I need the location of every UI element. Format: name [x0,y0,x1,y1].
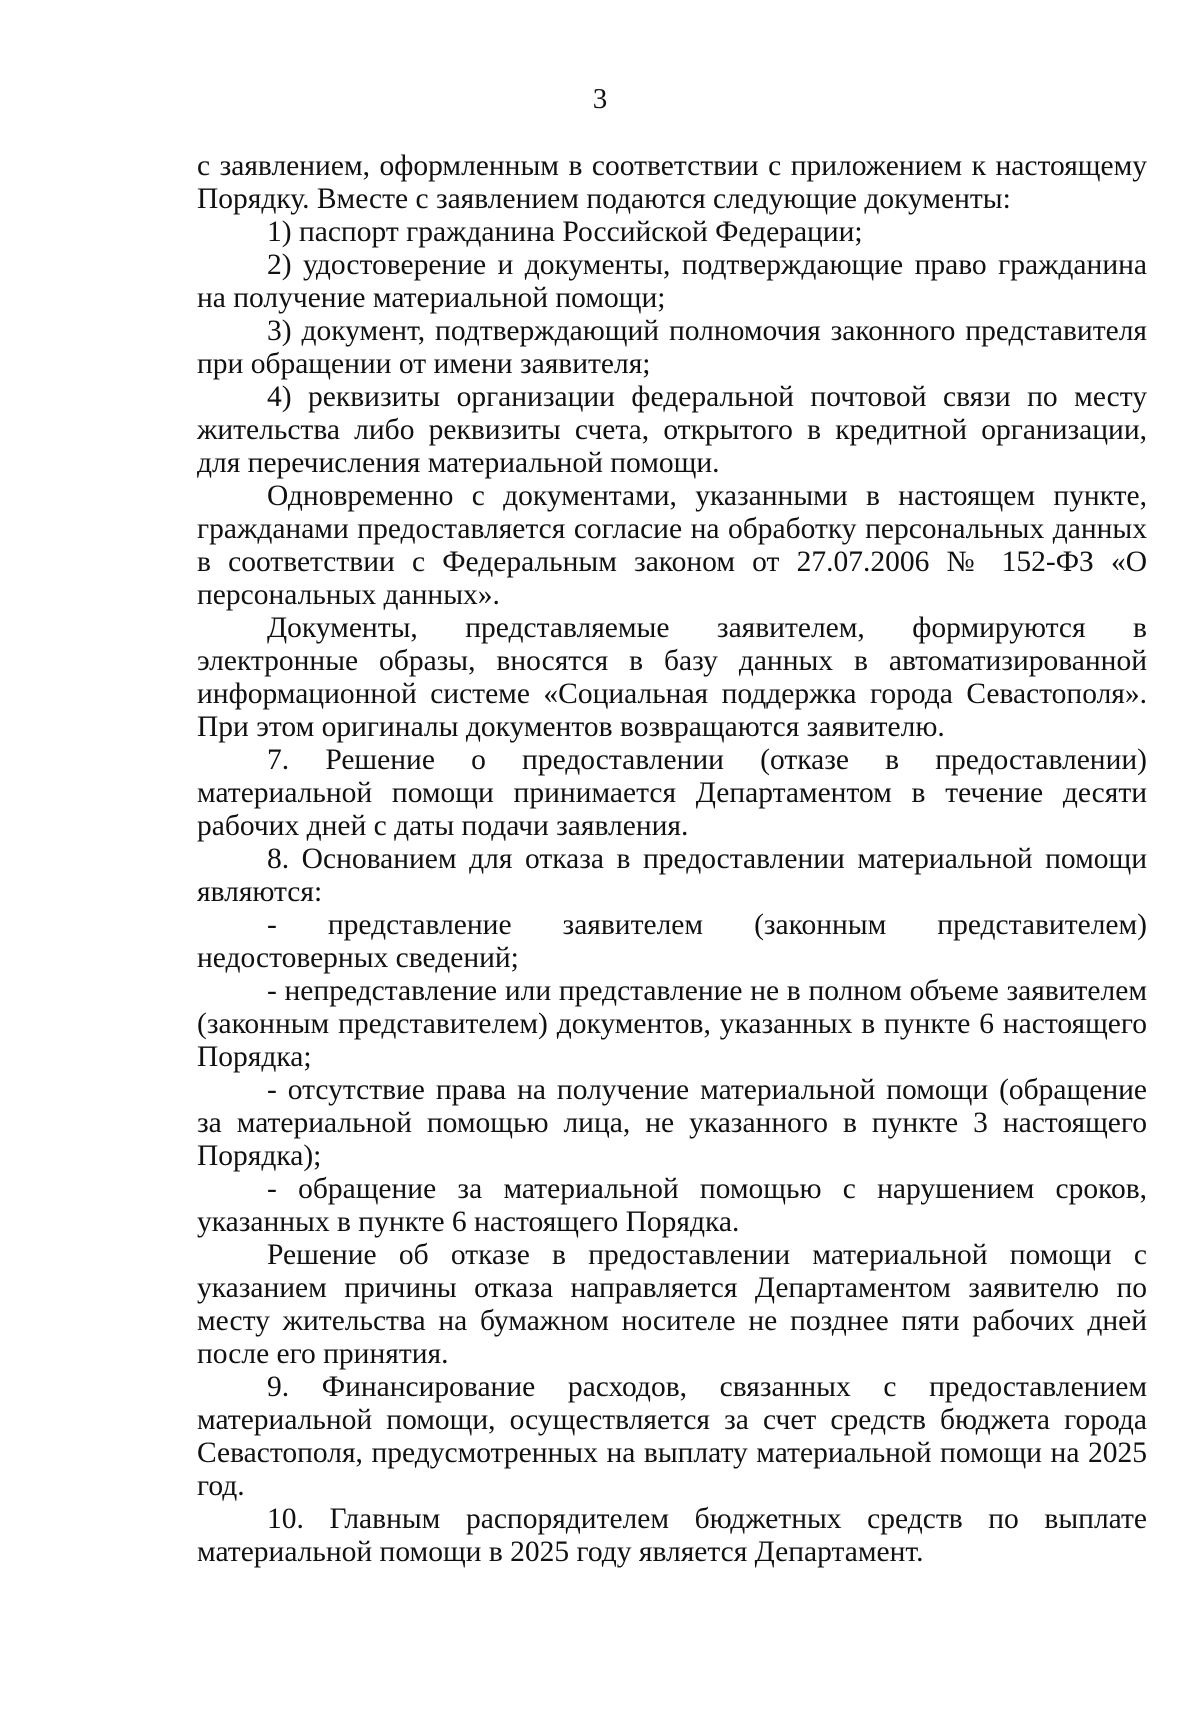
clause-7: 7. Решение о предоставлении (отказе в предоставлении) материальной помощи принимается Департаментом в течение десяти рабочих дней с даты подачи заявления. [197,744,1147,842]
paragraph-electronic-images: Документы, представляемые заявителем, формируются в электронные образы, вносятся в базу данных в автоматизированной информационной системе «Социальная поддержка города Севастополя». При этом оригиналы документов возвращаются заявителю. [197,612,1147,743]
refusal-reason-4: - обращение за материальной помощью с нарушением сроков, указанных в пункте 6 настоящего Порядка. [197,1173,1147,1238]
refusal-reason-1: - представление заявителем (законным представителем) недостоверных сведений; [197,909,1147,974]
list-item-representative-document: 3) документ, подтверждающий полномочия законного представителя при обращении от имени заявителя; [197,315,1147,380]
page-number: 3 [592,83,608,115]
paragraph-personal-data-consent: Одновременно с документами, указанными в настоящем пункте, гражданами предоставляется согласие на обработку персональных данных в соответствии с Федеральным законом от 27.07.2006 № 152-ФЗ «О персональных данных». [197,480,1147,611]
list-item-certificate: 2) удостоверение и документы, подтверждающие право гражданина на получение материальной помощи; [197,249,1147,314]
paragraph-refusal-notice: Решение об отказе в предоставлении материальной помощи с указанием причины отказа направляется Департаментом заявителю по месту жительства на бумажном носителе не позднее пяти рабочих дней после его принятия. [197,1239,1147,1370]
list-item-payment-details: 4) реквизиты организации федеральной почтовой связи по месту жительства либо реквизиты счета, открытого в кредитной организации, для перечисления материальной помощи. [197,381,1147,479]
paragraph-continuation: с заявлением, оформленным в соответствии с приложением к настоящему Порядку. Вместе с заявлением подаются следующие документы: [197,150,1147,215]
list-item-passport: 1) паспорт гражданина Российской Федерации; [267,216,863,248]
document-body [197,150,1147,1569]
refusal-reason-3: - отсутствие права на получение материальной помощи (обращение за материальной помощью лица, не указанного в пункте 3 настоящего Порядка); [197,1074,1147,1172]
clause-8: 8. Основанием для отказа в предоставлении материальной помощи являются: [197,843,1147,908]
clause-9: 9. Финансирование расходов, связанных с предоставлением материальной помощи, осуществляется за счет средств бюджета города Севастополя, предусмотренных на выплату материальной помощи на 2025 год. [197,1371,1147,1502]
refusal-reason-2: - непредставление или представление не в полном объеме заявителем (законным представителем) документов, указанных в пункте 6 настоящего Порядка; [197,975,1147,1073]
clause-10: 10. Главным распорядителем бюджетных средств по выплате материальной помощи в 2025 году является Департамент. [197,1503,1147,1568]
